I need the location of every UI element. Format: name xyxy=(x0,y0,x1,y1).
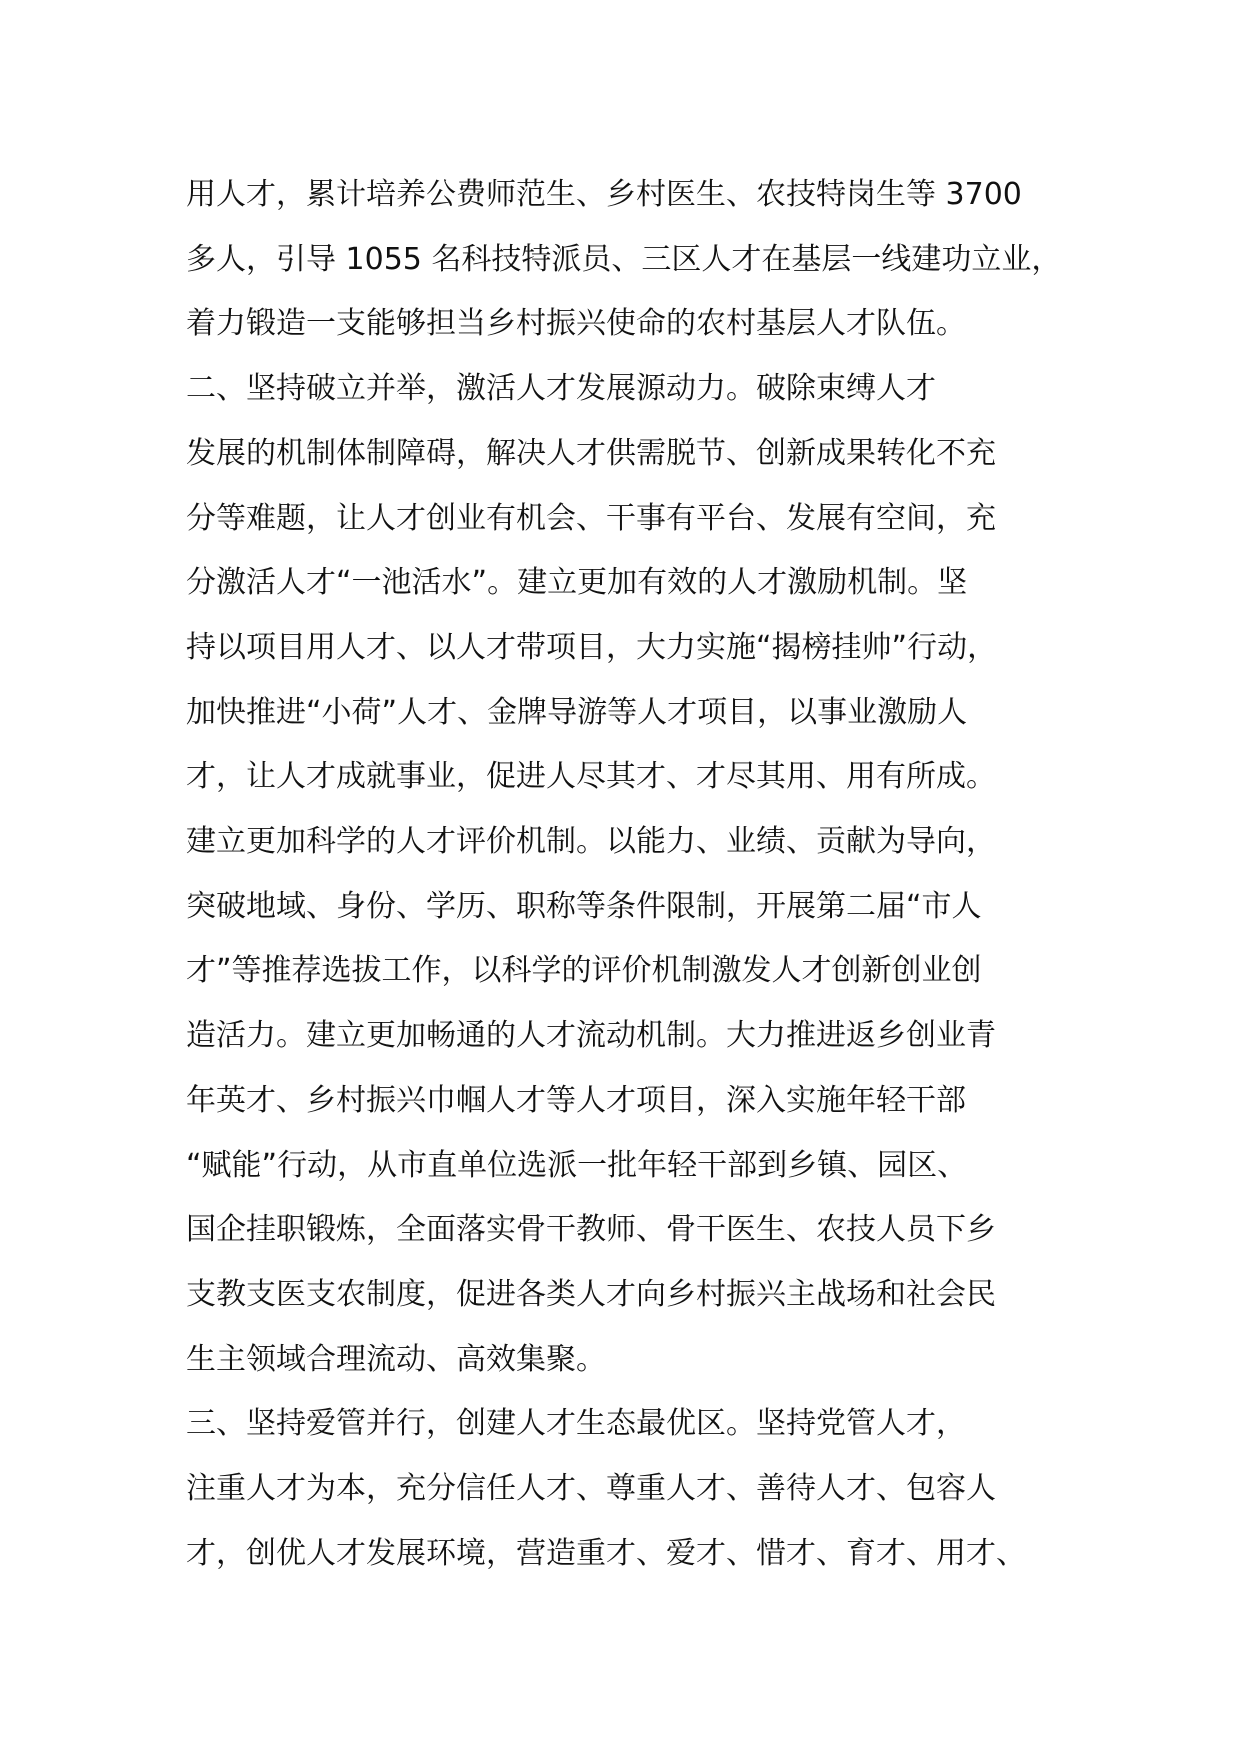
text-line: 着力锻造一支能够担当乡村振兴使命的农村基层人才队伍。 xyxy=(186,306,966,342)
text-line: 多人，引导 1055 名科技特派员、三区人才在基层一线建功立业， xyxy=(186,241,1062,277)
text-line: 国企挂职锻炼，全面落实骨干教师、骨干医生、农技人员下乡 xyxy=(186,1212,996,1248)
text-line: 三、坚持爱管并行，创建人才生态最优区。坚持党管人才， xyxy=(186,1406,966,1442)
text-line: 造活力。建立更加畅通的人才流动机制。大力推进返乡创业青 xyxy=(186,1018,996,1054)
text-line: 注重人才为本，充分信任人才、尊重人才、善待人才、包容人 xyxy=(186,1471,996,1507)
text-line: 二、坚持破立并举，激活人才发展源动力。破除束缚人才 xyxy=(186,371,936,407)
text-line: 生主领域合理流动、高效集聚。 xyxy=(186,1341,606,1377)
text-line: 支教支医支农制度，促进各类人才向乡村振兴主战场和社会民 xyxy=(186,1276,996,1312)
text-line: 才”等推荐选拔工作，以科学的评价机制激发人才创新创业创 xyxy=(186,953,982,989)
text-line: 持以项目用人才、以人才带项目，大力实施“揭榜挂帅”行动， xyxy=(186,629,998,665)
text-line: 分激活人才“一池活水”。建立更加有效的人才激励机制。坚 xyxy=(186,565,968,601)
text-line: 才，让人才成就事业，促进人尽其才、才尽其用、用有所成。 xyxy=(186,759,996,795)
text-line: 用人才，累计培养公费师范生、乡村医生、农技特岗生等 3700 xyxy=(186,177,1022,212)
text-line: 加快推进“小荷”人才、金牌导游等人才项目，以事业激励人 xyxy=(186,694,968,730)
text-line: 才，创优人才发展环境，营造重才、爱才、惜才、育才、用才、 xyxy=(186,1535,1026,1571)
text-line: 发展的机制体制障碍，解决人才供需脱节、创新成果转化不充 xyxy=(186,435,996,471)
text-line: 建立更加科学的人才评价机制。以能力、业绩、贡献为导向， xyxy=(186,824,996,860)
text-line: 突破地域、身份、学历、职称等条件限制，开展第二届“市人 xyxy=(186,888,982,924)
body-text xyxy=(186,163,1086,1586)
text-line: 年英才、乡村振兴巾帼人才等人才项目，深入实施年轻干部 xyxy=(186,1082,966,1118)
text-line: “赋能”行动，从市直单位选派一批年轻干部到乡镇、园区、 xyxy=(186,1147,968,1183)
text-line: 分等难题，让人才创业有机会、干事有平台、发展有空间，充 xyxy=(186,500,996,536)
